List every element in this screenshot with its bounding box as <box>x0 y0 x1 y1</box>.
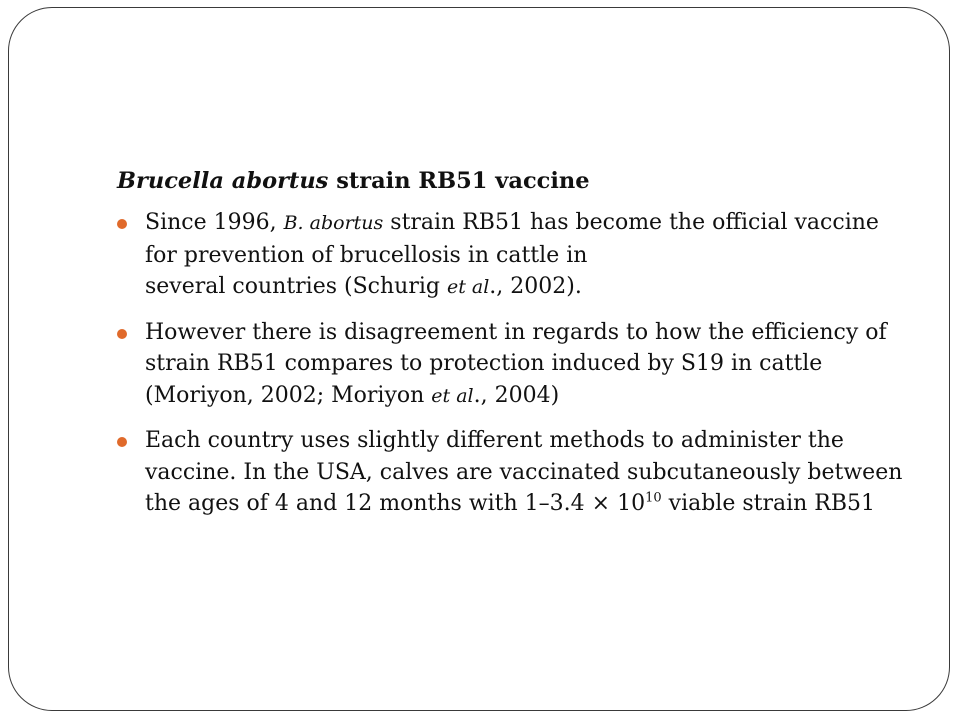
bullet-line <box>145 488 917 520</box>
bullet-item <box>117 207 917 304</box>
bullet-line <box>145 348 917 380</box>
text-run: several countries (Schurig <box>145 274 447 299</box>
text-run: ., 2002). <box>489 274 582 299</box>
text-run: Each country uses slightly different methods to administer the <box>145 428 844 453</box>
text-run: strain RB51 compares to protection induced by S19 in cattle <box>145 351 823 376</box>
bullet-dot-icon <box>117 219 127 229</box>
text-run: ., 2004) <box>473 382 560 408</box>
bullet-dot-icon <box>117 329 127 339</box>
text-run: However there is disagreement in regards to how the efficiency of <box>145 319 887 345</box>
species-name: B. abortus <box>283 212 384 234</box>
heading-rest: strain RB51 vaccine <box>328 168 590 194</box>
bullet-item <box>117 317 917 413</box>
heading-italic: Brucella abortus <box>117 168 329 194</box>
bullet-list <box>117 207 917 520</box>
bullet-dot-icon <box>117 437 127 447</box>
bullet-line <box>145 207 917 240</box>
text-run: Since 1996, <box>145 210 284 235</box>
text-run: strain RB51 has become the official vaccine <box>383 210 879 235</box>
bullet-item <box>117 425 917 520</box>
slide-content <box>117 163 917 533</box>
text-run: vaccine. In the USA, calves are vaccinated subcutaneously between <box>145 459 903 485</box>
bullet-line <box>145 425 917 457</box>
bullet-line <box>145 240 917 272</box>
text-run: (Moriyon, 2002; Moriyon <box>145 382 432 408</box>
citation-etal: et al <box>446 276 490 298</box>
text-run: for prevention of brucellosis in cattle in <box>145 242 588 268</box>
slide-frame <box>8 7 950 711</box>
bullet-line <box>145 271 917 304</box>
text-run: the ages of 4 and 12 months with 1–3.4 × 10 <box>145 491 646 516</box>
bullet-line <box>145 380 917 413</box>
bullet-line <box>145 317 917 349</box>
exponent: 10 <box>645 490 662 506</box>
citation-etal: et al <box>431 384 474 407</box>
text-run: viable strain RB51 <box>661 491 876 516</box>
slide-heading <box>117 163 917 199</box>
bullet-line <box>145 457 917 489</box>
